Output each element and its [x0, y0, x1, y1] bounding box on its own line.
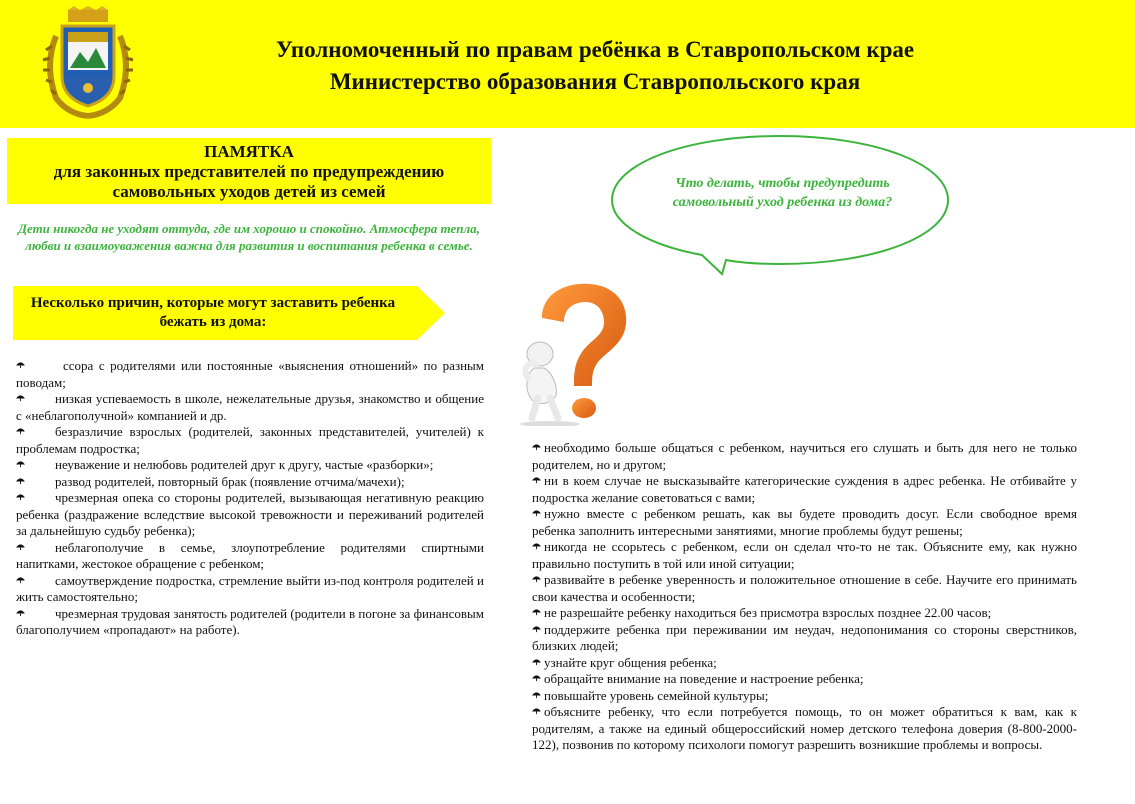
list-item: поддержите ребенка при переживании им неудач, недопонимания со стороны сверстников, близких людей; — [532, 621, 1077, 653]
header-banner — [0, 0, 1135, 128]
list-item: ссора с родителями или постоянные «выяснения отношений» по разным поводам; — [16, 358, 484, 390]
list-item: необходимо больше общаться с ребенком, научиться его слушать и быть для него не только родителем, но и другом; — [532, 440, 1077, 472]
list-item: развод родителей, повторный брак (появление отчима/мачехи); — [16, 474, 484, 491]
umbrella-bullet-icon — [532, 608, 541, 616]
intro-text: Дети никогда не уходят оттуда, где им хорошо и спокойно. Атмосфера тепла, любви и взаимоуважения важна для развития и воспитания ребенка в семье. — [18, 221, 480, 253]
list-item: узнайте круг общения ребенка; — [532, 655, 1077, 672]
umbrella-bullet-icon — [532, 575, 541, 583]
list-item: ни в коем случае не высказывайте категорические суждения в адрес ребенка. Не отбивайте у подростка желание советоваться с вами; — [532, 473, 1077, 505]
coat-of-arms-icon — [38, 6, 138, 119]
bubble-question: Что делать, чтобы предупредить самовольный уход ребенка из дома? — [672, 176, 893, 210]
umbrella-bullet-icon — [16, 477, 25, 485]
header-title-line2: Министерство образования Ставропольского края — [329, 69, 861, 94]
umbrella-bullet-icon — [532, 674, 541, 682]
header-title-line1: Уполномоченный по правам ребёнка в Ставропольском крае — [275, 37, 915, 62]
advice-list — [532, 440, 1077, 754]
umbrella-bullet-icon — [532, 542, 541, 550]
list-item: безразличие взрослых (родителей, законных представителей, учителей) к проблемам подростка; — [16, 424, 484, 456]
list-item: самоутверждение подростка, стремление выйти из-под контроля родителей и жить самостоятельно; — [16, 572, 484, 604]
umbrella-bullet-icon — [532, 509, 541, 517]
list-item: объясните ребенку, что если потребуется помощь, то он может обратиться к вам, как к родителям, а также на единый общероссийский номер детского телефона доверия (8-800-2000-122), позвонив по которому психологи помогут разрешить возникшие проблемы и вопросы. — [532, 704, 1077, 752]
list-item: никогда не ссорьтесь с ребенком, если он сделал что-то не так. Объясните ему, как нужно правильно поступить в той или иной ситуации; — [532, 539, 1077, 571]
umbrella-bullet-icon — [532, 658, 541, 666]
list-item: низкая успеваемость в школе, нежелательные друзья, знакомство и общение с «неблагополучной» компанией и др. — [16, 391, 484, 423]
question-mark-figure-icon — [498, 278, 646, 426]
list-item: развивайте в ребенке уверенность и положительное отношение в себе. Научите его принимать свои качества и особенности; — [532, 572, 1077, 604]
umbrella-bullet-icon — [532, 443, 541, 451]
umbrella-bullet-icon — [532, 707, 541, 715]
umbrella-bullet-icon — [532, 476, 541, 484]
header-title — [200, 34, 990, 98]
umbrella-bullet-icon — [16, 394, 25, 402]
umbrella-bullet-icon — [16, 609, 25, 617]
memo-title-box — [7, 138, 491, 204]
list-item: неуважение и нелюбовь родителей друг к другу, частые «разборки»; — [16, 457, 484, 474]
umbrella-bullet-icon — [16, 543, 25, 551]
list-item: неблагополучие в семье, злоупотребление родителями спиртными напитками, жестокое обращение с ребенком; — [16, 539, 484, 571]
umbrella-bullet-icon — [16, 460, 25, 468]
list-item: повышайте уровень семейной культуры; — [532, 688, 1077, 705]
list-item: чрезмерная трудовая занятость родителей (родители в погоне за финансовым благополучием «пропадают» на работе). — [16, 605, 484, 637]
list-item: обращайте внимание на поведение и настроение ребенка; — [532, 671, 1077, 688]
list-item: не разрешайте ребенку находиться без присмотра взрослых позднее 22.00 часов; — [532, 605, 1077, 622]
reasons-heading: Несколько причин, которые могут заставить ребенка бежать из дома: — [30, 295, 396, 330]
umbrella-bullet-icon — [16, 427, 25, 435]
umbrella-bullet-icon — [16, 493, 25, 501]
reasons-list — [16, 358, 484, 639]
memo-title: ПАМЯТКА — [204, 142, 294, 161]
umbrella-bullet-icon — [532, 625, 541, 633]
umbrella-bullet-icon — [16, 576, 25, 584]
umbrella-bullet-icon — [16, 361, 25, 369]
list-item: нужно вместе с ребенком решать, как вы будете проводить досуг. Если свободное время ребенка заполнить интересными занятиями, многие проблемы будут решены; — [532, 506, 1077, 538]
list-item: чрезмерная опека со стороны родителей, вызывающая негативную реакцию ребенка (раздражение вследствие высокой тревожности и переживаний родителей за дальнейшую судьбу ребенка); — [16, 490, 484, 538]
umbrella-bullet-icon — [532, 691, 541, 699]
memo-subtitle: для законных представителей по предупреждению самовольных уходов детей из семей — [53, 162, 445, 201]
